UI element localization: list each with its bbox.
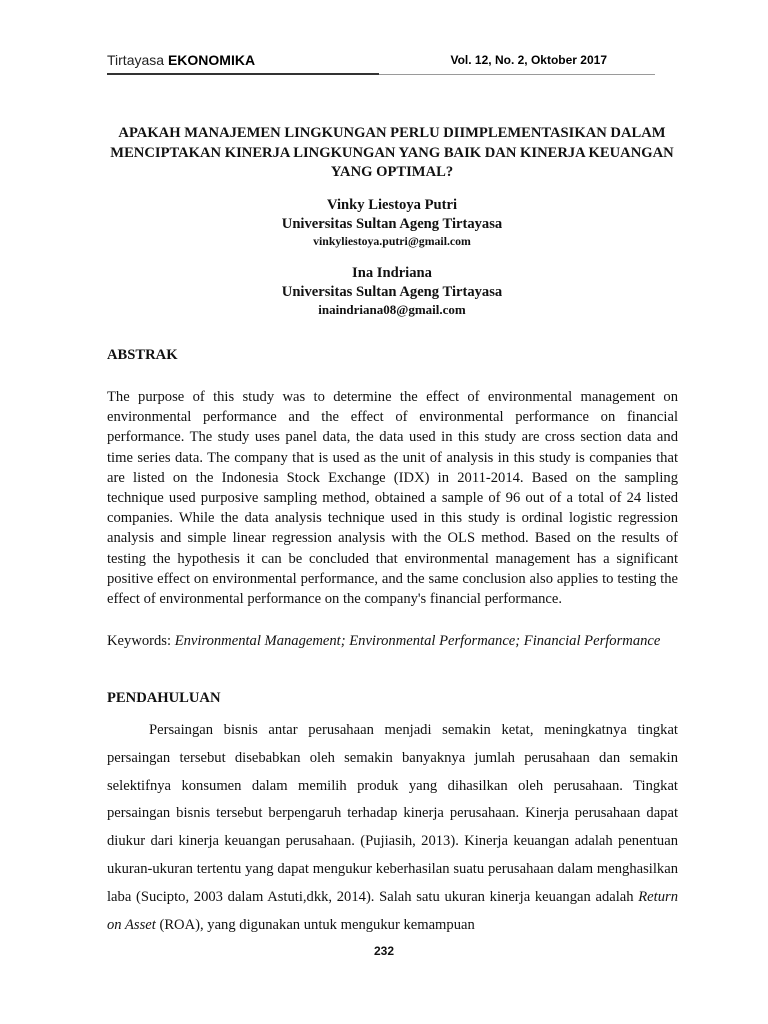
author-block-2 — [107, 264, 677, 318]
author-email: inaindriana08@gmail.com — [318, 302, 466, 317]
author-affiliation: Universitas Sultan Ageng Tirtayasa — [281, 284, 503, 300]
author-name: Vinky Liestoya Putri — [327, 197, 457, 213]
abstract-body: The purpose of this study was to determine the effect of environmental management on environmental performance and the effect of environmental performance on financial performance. The study uses panel data, the data used in this study are cross section data and time series data. The company that is used as the unit of analysis in this study is companies that are listed on the Indonesia Stock Exchange (IDX) in 2011-2014. Based on the sampling technique used purposive sampling method, obtained a sample of 96 out of a total of 24 listed companies. While the data analysis technique used in this study is ordinal logistic regression analysis and simple linear regression analysis with the OLS method. Based on the results of testing the hypothesis it can be concluded that environmental management has a significant positive effect on environmental performance, and the same conclusion also applies to testing the effect of environmental performance on the company's financial performance. — [107, 389, 678, 608]
journal-prefix: Tirtayasa — [107, 52, 165, 68]
intro-text-part2: (ROA), yang digunakan untuk mengukur kemampuan — [159, 916, 475, 933]
journal-bold-name: EKONOMIKA — [167, 52, 256, 68]
running-header — [107, 52, 655, 74]
journal-name — [107, 52, 255, 68]
keywords-line — [107, 633, 687, 650]
author-email: vinkyliestoya.putri@gmail.com — [313, 234, 471, 248]
page-number: 232 — [373, 944, 395, 958]
author-affiliation: Universitas Sultan Ageng Tirtayasa — [281, 216, 503, 232]
header-divider-accent — [107, 73, 379, 75]
intro-paragraph — [107, 717, 678, 939]
abstract-heading: ABSTRAK — [107, 347, 178, 363]
intro-italic-term: Return on Asset — [107, 888, 678, 933]
author-name: Ina Indriana — [352, 265, 432, 281]
intro-text-part1: Persaingan bisnis antar perusahaan menjadi semakin ketat, meningkatnya tingkat persaingan tersebut disebabkan oleh semakin banyaknya jumlah perusahaan dan semakin selektifnya konsumen dalam memilih produk yang dihasilkan oleh perusahaan. Tingkat persaingan bisnis tersebut berpengaruh terhadap kinerja perusahaan. Kinerja perusahaan dapat diukur dari kinerja keuangan perusahaan. (Pujiasih, 2013). Kinerja keuangan adalah penentuan ukuran-ukuran tertentu yang dapat mengukur keberhasilan suatu perusahaan dalam menghasilkan laba (Sucipto, 2003 dalam Astuti,dkk, 2014). Salah satu ukuran kinerja keuangan adalah — [107, 722, 678, 905]
volume-info: Vol. 12, No. 2, Oktober 2017 — [450, 53, 607, 67]
author-block-1 — [107, 196, 677, 249]
intro-heading: PENDAHULUAN — [107, 690, 221, 706]
keywords-text: Environmental Management; Environmental Performance; Financial Performance — [174, 633, 661, 649]
keywords-label: Keywords: — [107, 633, 172, 649]
paper-title: APAKAH MANAJEMEN LINGKUNGAN PERLU DIIMPLEMENTASIKAN DALAM MENCIPTAKAN KINERJA LINGKUNGAN YANG BAIK DAN KINERJA KEUANGAN YANG OPTIMAL? — [110, 125, 674, 180]
